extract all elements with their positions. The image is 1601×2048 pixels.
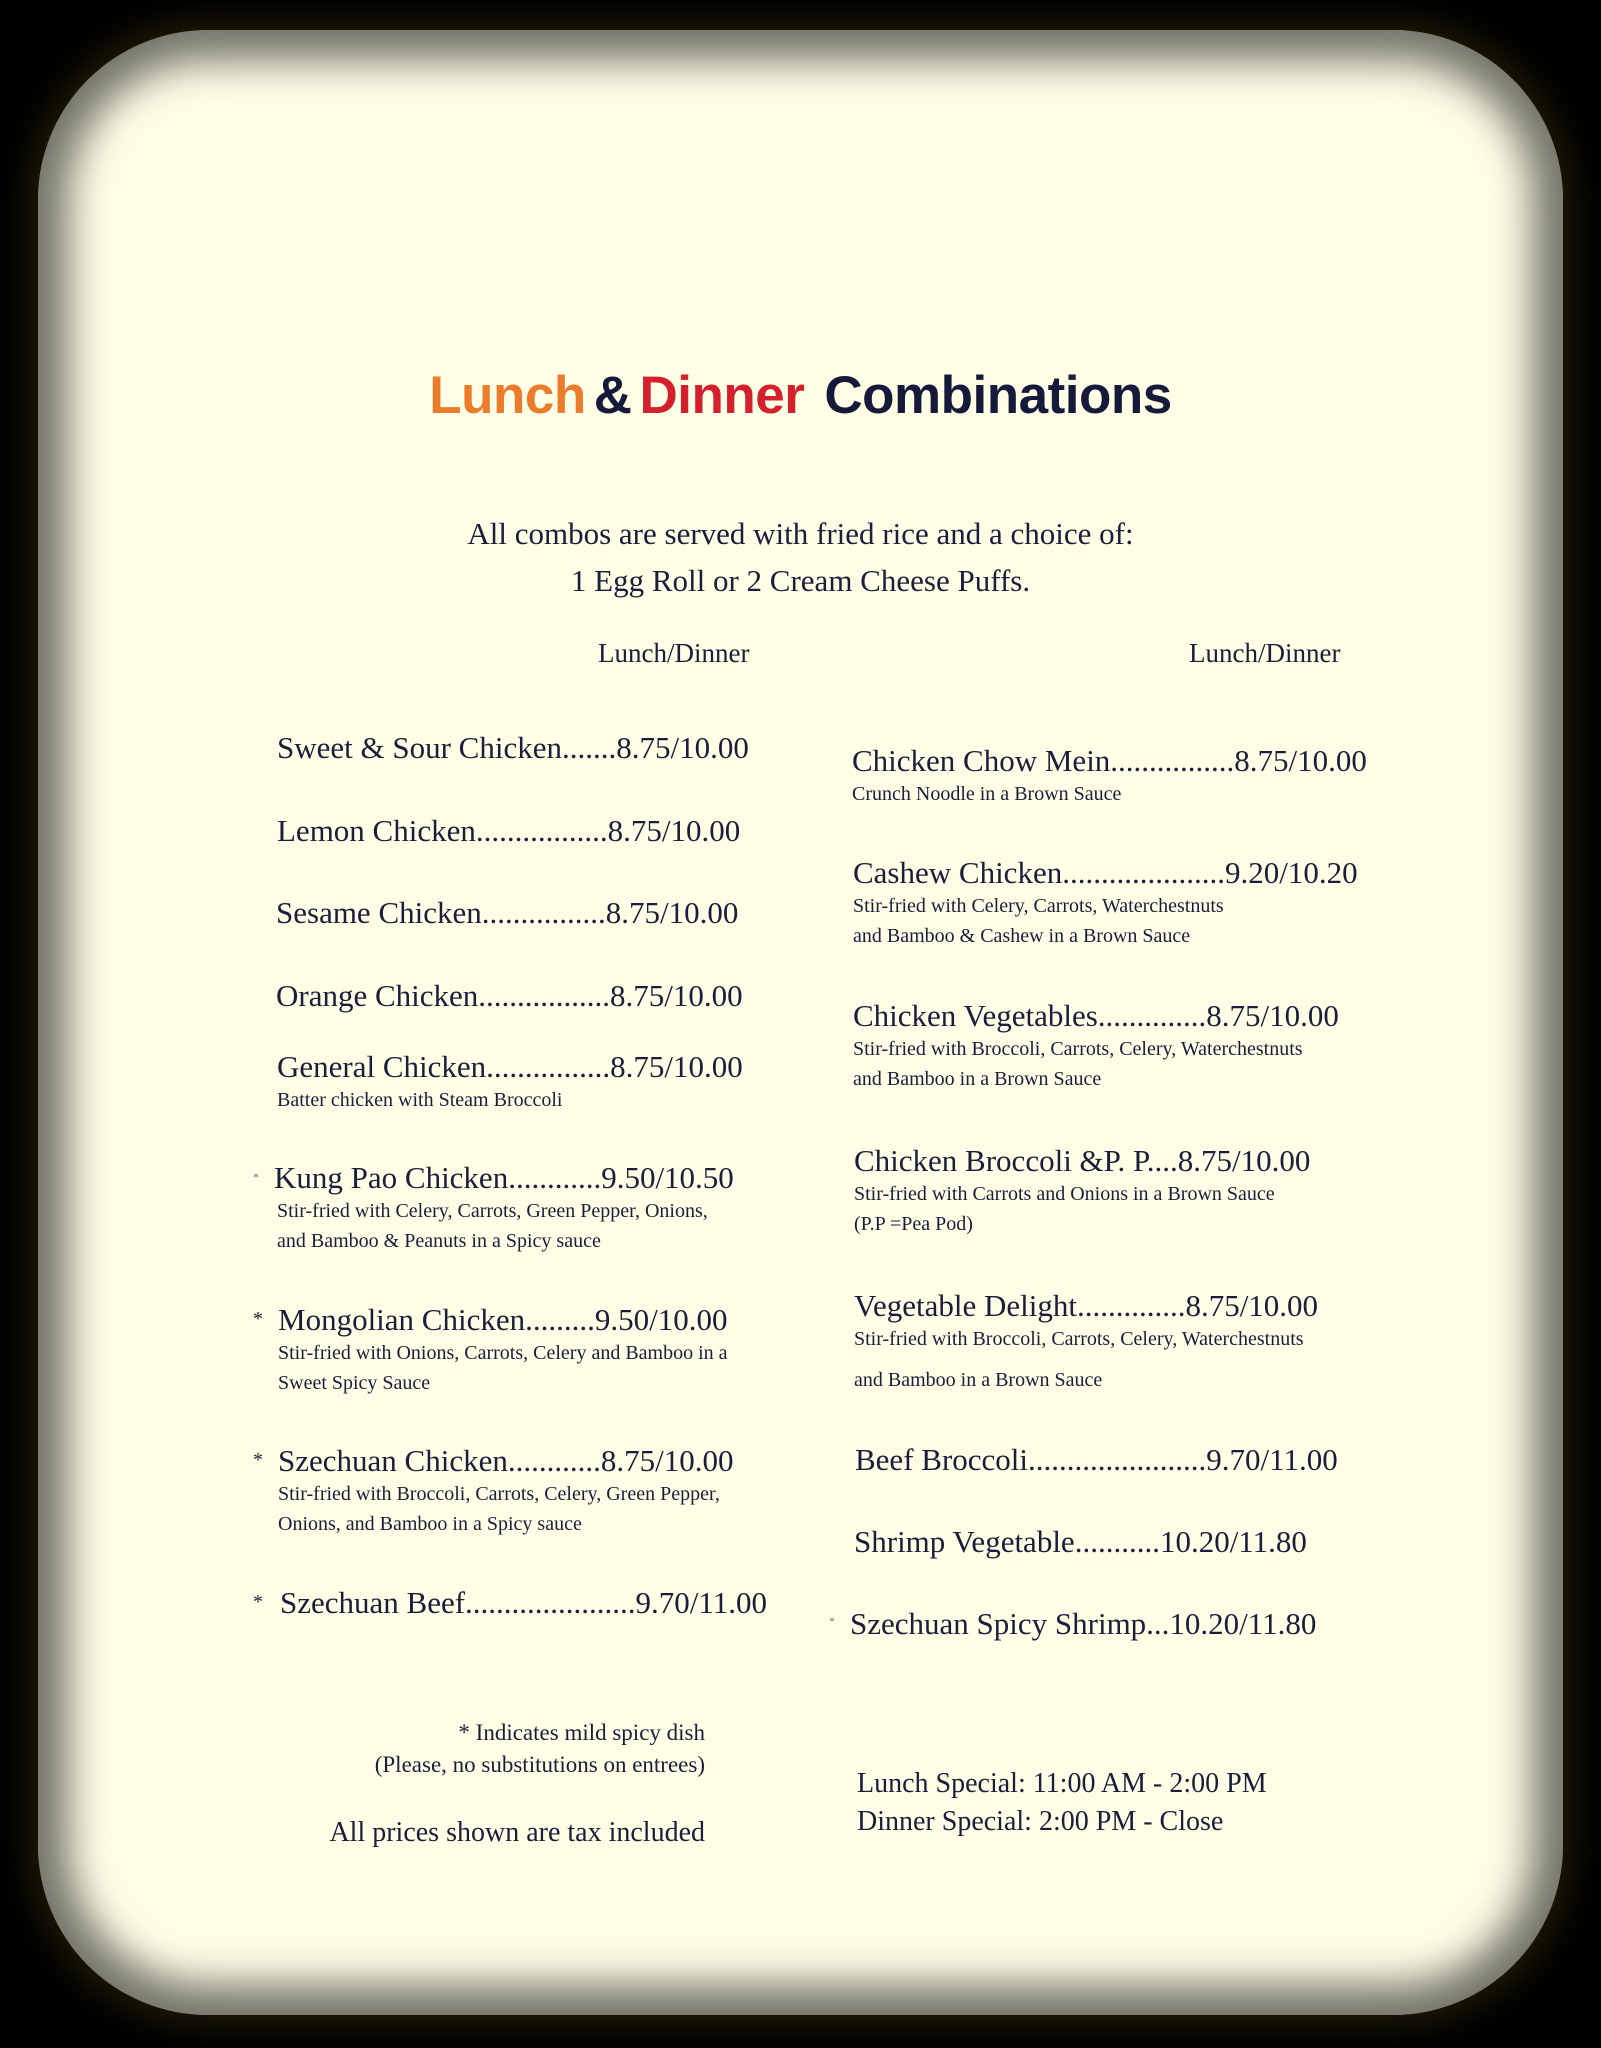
item-description: Stir-fried with Broccoli, Carrots, Celery, Waterchestnuts [854, 1328, 1304, 1350]
item-description: Stir-fried with Broccoli, Carrots, Celery, Waterchestnuts [853, 1038, 1303, 1060]
item-description: Crunch Noodle in a Brown Sauce [852, 783, 1122, 805]
left-column-header: Lunch/Dinner [598, 638, 750, 668]
item-name: General Chicken................8.75/10.00 [277, 1049, 743, 1084]
item-name: Lemon Chicken.................8.75/10.00 [277, 813, 741, 848]
intro-text [0, 510, 1601, 604]
special-hours [857, 1765, 1267, 1841]
item-description: Stir-fried with Broccoli, Carrots, Celery, Green Pepper, [278, 1483, 720, 1505]
item-name: Orange Chicken.................8.75/10.00 [276, 978, 743, 1013]
lunch-hours: Lunch Special: 11:00 AM - 2:00 PM [857, 1768, 1267, 1799]
footnote [300, 1717, 705, 1781]
item-name: Kung Pao Chicken............9.50/10.50 [274, 1160, 734, 1195]
right-column-header: Lunch/Dinner [1189, 638, 1341, 668]
item-description: Batter chicken with Steam Broccoli [277, 1089, 563, 1111]
dinner-hours: Dinner Special: 2:00 PM - Close [857, 1806, 1224, 1837]
item-description: (P.P =Pea Pod) [854, 1213, 973, 1235]
item-description: and Bamboo in a Brown Sauce [854, 1369, 1103, 1391]
menu-item [854, 1288, 1318, 1395]
item-description: Stir-fried with Celery, Carrots, Green Pepper, Onions, [277, 1200, 708, 1222]
title-dinner: Dinner [639, 366, 805, 425]
item-description: Stir-fried with Carrots and Onions in a Brown Sauce [854, 1183, 1275, 1205]
menu-item [276, 895, 738, 931]
spicy-note: * Indicates mild spicy dish [458, 1720, 705, 1745]
item-name: Sesame Chicken................8.75/10.00 [276, 895, 739, 930]
menu-item [854, 1524, 1307, 1560]
menu-title [0, 365, 1601, 426]
item-description: Onions, and Bamboo in a Spicy sauce [278, 1513, 582, 1535]
menu-item [850, 1606, 1316, 1642]
item-name: Mongolian Chicken.........9.50/10.00 [278, 1302, 728, 1337]
title-lunch: Lunch [429, 366, 586, 425]
item-description: and Bamboo & Peanuts in a Spicy sauce [277, 1230, 601, 1252]
intro-line-1: All combos are served with fried rice and a choice of: [467, 516, 1134, 551]
spicy-marker: * [253, 1308, 263, 1330]
item-name: Chicken Broccoli &P. P....8.75/10.00 [854, 1143, 1311, 1178]
menu-item [278, 1302, 728, 1398]
item-name: Szechuan Beef......................9.70/11.00 [280, 1585, 768, 1620]
item-name: Chicken Vegetables..............8.75/10.00 [853, 998, 1339, 1033]
item-name: Sweet & Sour Chicken.......8.75/10.00 [277, 730, 749, 765]
item-name: Shrimp Vegetable...........10.20/11.80 [854, 1524, 1307, 1559]
menu-item [854, 1143, 1310, 1239]
substitution-note: (Please, no substitutions on entrees) [374, 1752, 705, 1777]
menu-item [855, 1442, 1338, 1478]
spicy-marker: * [253, 1591, 263, 1613]
menu-item [852, 743, 1367, 809]
title-combinations: Combinations [824, 366, 1172, 425]
item-name: Vegetable Delight..............8.75/10.00 [854, 1288, 1319, 1323]
menu-item [853, 998, 1339, 1094]
menu-item [280, 1585, 767, 1621]
menu-item [277, 730, 749, 766]
item-name: Szechuan Chicken............8.75/10.00 [278, 1443, 734, 1478]
item-description: and Bamboo & Cashew in a Brown Sauce [853, 925, 1191, 947]
item-name: Beef Broccoli.......................9.70/11.00 [855, 1442, 1338, 1477]
tax-note: All prices shown are tax included [329, 1817, 705, 1848]
menu-item [274, 1160, 734, 1256]
menu-item [276, 978, 743, 1014]
menu-item [277, 813, 740, 849]
menu-item [277, 1049, 743, 1115]
item-description: and Bamboo in a Brown Sauce [853, 1068, 1102, 1090]
item-description: Stir-fried with Onions, Carrots, Celery and Bamboo in a [278, 1342, 728, 1364]
item-name: Chicken Chow Mein................8.75/10.00 [852, 743, 1367, 778]
spicy-marker: * [829, 1614, 835, 1628]
menu-item [278, 1443, 733, 1539]
item-name: Cashew Chicken.....................9.20/10.20 [853, 855, 1358, 890]
spicy-marker: * [253, 1170, 259, 1184]
item-description: Sweet Spicy Sauce [278, 1372, 431, 1394]
spicy-marker: * [253, 1449, 263, 1471]
menu-item [853, 855, 1358, 951]
intro-line-2: 1 Egg Roll or 2 Cream Cheese Puffs. [570, 563, 1031, 598]
item-name: Szechuan Spicy Shrimp...10.20/11.80 [850, 1606, 1317, 1641]
title-ampersand: & [593, 366, 632, 425]
item-description: Stir-fried with Celery, Carrots, Waterchestnuts [853, 895, 1224, 917]
